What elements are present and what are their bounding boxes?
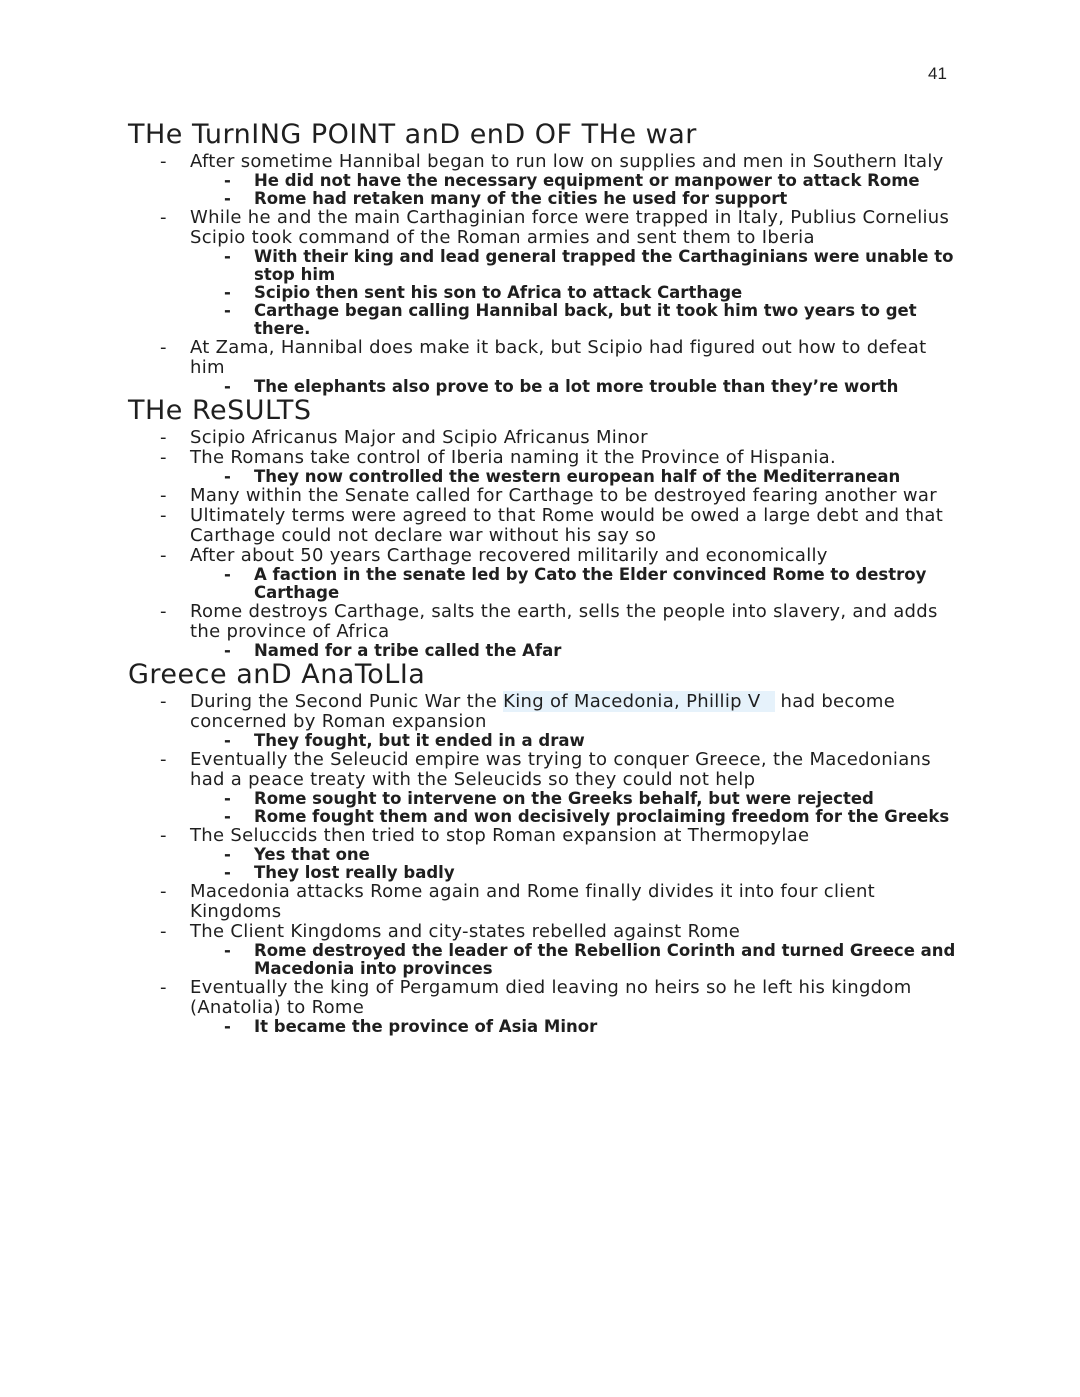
list-item [128, 882, 958, 922]
bullet-dash: - [224, 1017, 231, 1036]
list-item-text: had become concerned by Roman expansion [190, 691, 896, 732]
list-item [128, 826, 958, 846]
sub-list-item [128, 468, 958, 486]
sub-list-item [128, 864, 958, 882]
sub-list-item [128, 172, 958, 190]
bullet-dash: - [224, 171, 231, 190]
bullet-dash: - [160, 881, 167, 902]
bullet-dash: - [160, 545, 167, 566]
bullet-dash: - [160, 337, 167, 358]
bullet-dash: - [160, 921, 167, 942]
sub-list-item-text: Named for a tribe called the Afar [254, 641, 562, 660]
bullet-dash: - [224, 565, 231, 584]
highlighted-text: King of Macedonia, Phillip V [503, 691, 774, 712]
bullet-dash: - [224, 377, 231, 396]
bullet-dash: - [224, 189, 231, 208]
bullet-dash: - [224, 467, 231, 486]
sub-list-item [128, 846, 958, 864]
bullet-dash: - [160, 427, 167, 448]
sub-list-item-text: With their king and lead general trapped the Carthaginians were unable to stop him [254, 247, 954, 284]
bullet-dash: - [224, 863, 231, 882]
list-item-text: Macedonia attacks Rome again and Rome finally divides it into four client Kingdoms [190, 881, 876, 922]
bullet-dash: - [160, 505, 167, 526]
sub-list-item [128, 378, 958, 396]
list-item-text: During the Second Punic War the [190, 691, 504, 712]
list-item [128, 448, 958, 468]
bullet-dash: - [160, 207, 167, 228]
sub-list-item [128, 284, 958, 302]
list-item [128, 506, 958, 546]
sub-list-item-text: Yes that one [254, 845, 370, 864]
bullet-dash: - [224, 247, 231, 266]
section-heading: THe ReSULTS [128, 395, 312, 426]
sub-list-item-text: Rome destroyed the leader of the Rebellion Corinth and turned Greece and Macedonia into provinces [254, 941, 956, 978]
section-heading: THe TurnING POINT anD enD OF THe war [128, 119, 697, 150]
list-item-text: The Client Kingdoms and city-states rebelled against Rome [190, 921, 741, 942]
sub-list-item-text: They lost really badly [254, 863, 455, 882]
sub-list-item-text: They fought, but it ended in a draw [254, 731, 585, 750]
sub-list-item-text: Rome fought them and won decisively proclaiming freedom for the Greeks [254, 807, 950, 826]
bullet-dash: - [224, 283, 231, 302]
bullet-dash: - [224, 845, 231, 864]
list-item [128, 546, 958, 566]
list-item [128, 338, 958, 378]
sub-list-item-text: They now controlled the western european half of the Mediterranean [254, 467, 901, 486]
sub-list-item [128, 566, 958, 602]
list-item [128, 978, 958, 1018]
sub-list-item-text: A faction in the senate led by Cato the Elder convinced Rome to destroy Carthage [254, 565, 927, 602]
bullet-dash: - [224, 941, 231, 960]
sub-list-item-text: The elephants also prove to be a lot more trouble than they’re worth [254, 377, 899, 396]
list-item-text: The Romans take control of Iberia naming it the Province of Hispania. [190, 447, 836, 468]
list-item [128, 152, 958, 172]
bullet-dash: - [224, 789, 231, 808]
sub-list-item [128, 942, 958, 978]
sub-list-item-text: Carthage began calling Hannibal back, but it took him two years to get there. [254, 301, 917, 338]
section-heading: Greece anD AnaToLIa [128, 659, 426, 690]
list-item-text: Scipio Africanus Major and Scipio Africanus Minor [190, 427, 648, 448]
sub-list-item [128, 190, 958, 208]
bullet-dash: - [160, 151, 167, 172]
sub-list-item [128, 808, 958, 826]
sub-list-item [128, 248, 958, 284]
list-item [128, 486, 958, 506]
bullet-dash: - [160, 977, 167, 998]
sub-list-item-text: Rome had retaken many of the cities he used for support [254, 189, 788, 208]
document-body [128, 120, 958, 1036]
sub-list-item [128, 790, 958, 808]
list-item [128, 208, 958, 248]
sub-list-item [128, 642, 958, 660]
list-item [128, 428, 958, 448]
list-item-text: Eventually the Seleucid empire was trying to conquer Greece, the Macedonians had a peace treaty with the Seleucids so they could not help [190, 749, 931, 790]
bullet-dash: - [160, 485, 167, 506]
list-item-text: Many within the Senate called for Carthage to be destroyed fearing another war [190, 485, 937, 506]
sub-list-item-text: Rome sought to intervene on the Greeks behalf, but were rejected [254, 789, 874, 808]
list-item-text: After sometime Hannibal began to run low on supplies and men in Southern Italy [190, 151, 944, 172]
list-item-text: While he and the main Carthaginian force were trapped in Italy, Publius Cornelius Scipio took command of the Roman armies and sent them to Iberia [190, 207, 950, 248]
bullet-dash: - [224, 641, 231, 660]
sub-list-item [128, 732, 958, 750]
bullet-dash: - [224, 807, 231, 826]
sub-list-item-text: Scipio then sent his son to Africa to attack Carthage [254, 283, 743, 302]
bullet-dash: - [224, 301, 231, 320]
sub-list-item-text: It became the province of Asia Minor [254, 1017, 598, 1036]
bullet-dash: - [160, 749, 167, 770]
list-item [128, 922, 958, 942]
list-item [128, 602, 958, 642]
page-number: 41 [928, 64, 947, 83]
list-item [128, 750, 958, 790]
sub-list-item [128, 302, 958, 338]
bullet-dash: - [160, 691, 167, 712]
sub-list-item-text: He did not have the necessary equipment or manpower to attack Rome [254, 171, 920, 190]
bullet-dash: - [160, 447, 167, 468]
list-item-text: Rome destroys Carthage, salts the earth, sells the people into slavery, and adds the province of Africa [190, 601, 938, 642]
list-item-text: At Zama, Hannibal does make it back, but Scipio had figured out how to defeat him [190, 337, 927, 378]
list-item-text: The Seluccids then tried to stop Roman expansion at Thermopylae [190, 825, 810, 846]
bullet-dash: - [160, 825, 167, 846]
list-item-text: After about 50 years Carthage recovered militarily and economically [190, 545, 828, 566]
bullet-dash: - [160, 601, 167, 622]
list-item-text: Ultimately terms were agreed to that Rome would be owed a large debt and that Carthage could not declare war without his say so [190, 505, 944, 546]
list-item-text: Eventually the king of Pergamum died leaving no heirs so he left his kingdom (Anatolia) to Rome [190, 977, 912, 1018]
list-item [128, 692, 958, 732]
sub-list-item [128, 1018, 958, 1036]
bullet-dash: - [224, 731, 231, 750]
